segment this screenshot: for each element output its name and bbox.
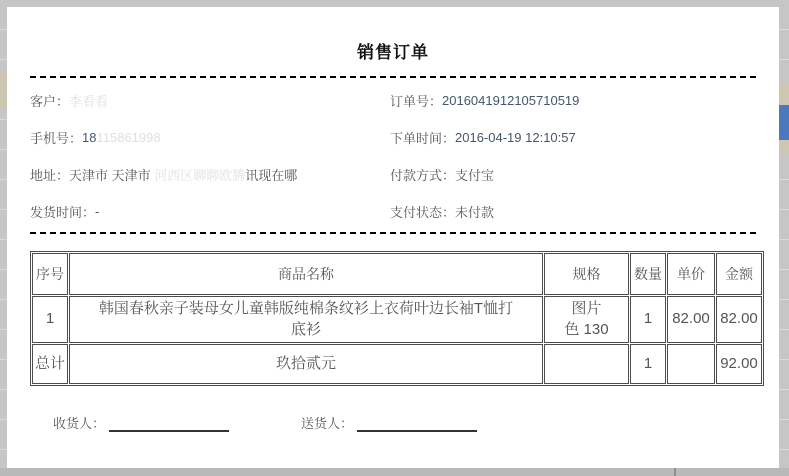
payment-status-value: 未付款 [455, 205, 495, 220]
page-title: 销售订单 [357, 43, 429, 62]
col-header-name: 商品名称 [69, 253, 543, 295]
customer-field [30, 82, 390, 119]
item-amount: 82.00 [716, 296, 762, 343]
background-button-fragment[interactable] [779, 105, 789, 140]
payment-status-label: 支付状态： [390, 205, 456, 220]
total-row [32, 344, 762, 384]
receiver-label: 收货人： [53, 416, 106, 431]
phone-value-redacted: 115861998 [96, 130, 161, 145]
items-table [30, 251, 764, 386]
col-header-index: 序号 [32, 253, 68, 295]
order-no-label: 订单号： [390, 94, 443, 109]
signature-section [30, 413, 756, 432]
total-qty: 1 [630, 344, 666, 384]
background-bottom-bar [0, 468, 789, 476]
address-value-prefix: 天津市 天津市 [69, 168, 155, 183]
order-no-field [390, 82, 756, 119]
total-unit-price [667, 344, 715, 384]
phone-value-visible: 18 [82, 130, 97, 145]
phone-field [30, 119, 390, 156]
ship-time-label: 发货时间： [30, 205, 96, 220]
phone-label: 手机号： [30, 131, 83, 146]
divider-dashed-top [30, 76, 756, 78]
customer-value-redacted: 李看看 [69, 94, 109, 109]
order-time-label: 下单时间： [390, 131, 456, 146]
col-header-amount: 金额 [716, 253, 762, 295]
sales-order-modal [7, 7, 779, 468]
address-label: 地址： [30, 168, 70, 183]
item-unit-price: 82.00 [667, 296, 715, 343]
address-value-redacted: 河西区聊聊欧腾 [154, 168, 246, 183]
order-info [30, 82, 756, 230]
customer-label: 客户： [30, 94, 70, 109]
divider-dashed-middle [30, 232, 756, 234]
payment-method-value: 支付宝 [455, 168, 495, 183]
total-amount-in-words: 玖拾贰元 [69, 344, 543, 384]
order-time-value: 2016-04-19 12:10:57 [455, 130, 576, 145]
col-header-qty: 数量 [630, 253, 666, 295]
item-spec: 图片 色 130 [544, 296, 629, 343]
deliverer-signature-line [357, 419, 477, 432]
total-amount: 92.00 [716, 344, 762, 384]
order-no-value: 2016041912105710519 [442, 93, 580, 108]
item-name: 韩国春秋亲子装母女儿童韩版纯棉条纹衫上衣荷叶边长袖T恤打底衫 [69, 296, 543, 343]
table-row [32, 296, 762, 343]
col-header-price: 单价 [667, 253, 715, 295]
address-field [30, 156, 390, 193]
bottom-bar-divider [674, 468, 676, 476]
item-index: 1 [32, 296, 68, 343]
background-tan-band-left [0, 73, 7, 107]
address-value-suffix: 讯现在哪 [245, 168, 298, 183]
payment-method-field [390, 156, 756, 193]
total-label: 总计 [32, 344, 68, 384]
table-header-row [32, 253, 762, 295]
receiver-signature-line [109, 419, 229, 432]
order-time-field [390, 119, 756, 156]
col-header-spec: 规格 [544, 253, 629, 295]
ship-time-value: - [95, 204, 100, 219]
item-qty: 1 [630, 296, 666, 343]
total-spec [544, 344, 629, 384]
ship-time-field [30, 193, 390, 230]
payment-method-label: 付款方式： [390, 168, 456, 183]
deliverer-label: 送货人： [301, 416, 354, 431]
payment-status-field [390, 193, 756, 230]
